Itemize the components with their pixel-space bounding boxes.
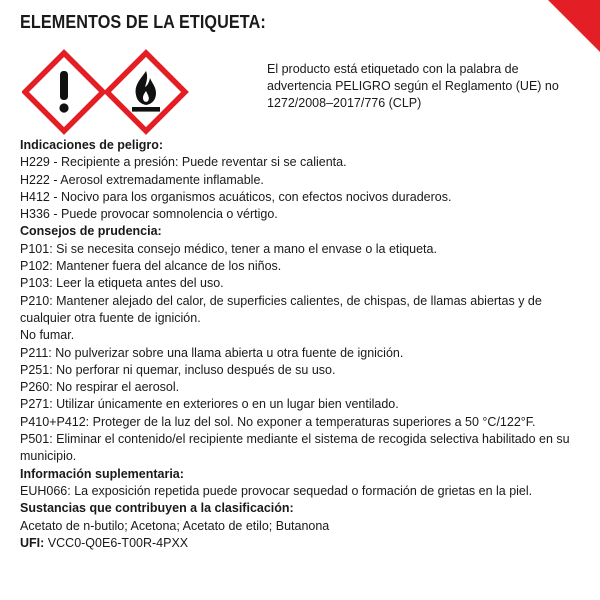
supplementary-statement: EUH066: La exposición repetida puede provocar sequedad o formación de grietas en la piel. [20,483,533,498]
precaution-heading: Consejos de prudencia: [20,224,162,239]
supplementary-heading: Información suplementaria: [20,466,184,481]
precaution-statement: P102: Mantener fuera del alcance de los niños. [20,259,282,274]
corner-accent [548,0,600,52]
hazard-statement: H229 - Recipiente a presión: Puede reventar si se calienta. [20,155,347,170]
page-title: ELEMENTOS DE LA ETIQUETA: [20,12,266,32]
substances-list: Acetato de n-butilo; Acetona; Acetato de etilo; Butanona [20,518,330,533]
precaution-statement: P210: Mantener alejado del calor, de superficies calientes, de chispas, de llamas abiertas y de cualquier otra fuente de ignición. [20,293,542,325]
precaution-statement: P211: No pulverizar sobre una llama abierta u otra fuente de ignición. [20,345,404,360]
ufi-line [20,535,580,552]
ufi-label: UFI: [20,535,45,550]
hazard-statement: H412 - Nocivo para los organismos acuáticos, con efectos nocivos duraderos. [20,189,452,204]
hazard-heading: Indicaciones de peligro: [20,138,164,152]
hazard-statement: H222 - Aerosol extremadamente inflamable. [20,172,264,187]
precaution-statement: P103: Leer la etiqueta antes del uso. [20,276,224,291]
precaution-statement: P251: No perforar ni quemar, incluso después de su uso. [20,362,336,377]
label-content [20,137,580,552]
flame-icon [107,53,185,131]
precaution-statement: P410+P412: Proteger de la luz del sol. No exponer a temperaturas superiores a 50 °C/122°F. [20,414,536,429]
hazard-statement: H336 - Puede provocar somnolencia o vértigo. [20,207,278,222]
precaution-statement: No fumar. [20,328,75,343]
signal-word-statement: El producto está etiquetado con la palabra de advertencia PELIGRO según el Reglamento (UE) no 1272/2008–2017/776 (CLP) [267,62,559,110]
substances-heading: Sustancias que contribuyen a la clasificación: [20,501,294,516]
exclamation-mark-icon [25,53,103,131]
precaution-statement: P501: Eliminar el contenido/el recipiente mediante el sistema de recogida selectiva habilitado en su municipio. [20,432,570,464]
ghs-pictograms [22,47,192,145]
precaution-statement: P271: Utilizar únicamente en exteriores o en un lugar bien ventilado. [20,397,399,412]
precaution-statement: P101: Si se necesita consejo médico, tener a mano el envase o la etiqueta. [20,241,437,256]
ufi-value: VCC0-Q0E6-T00R-4PXX [47,535,189,550]
precaution-statement: P260: No respirar el aerosol. [20,380,180,395]
